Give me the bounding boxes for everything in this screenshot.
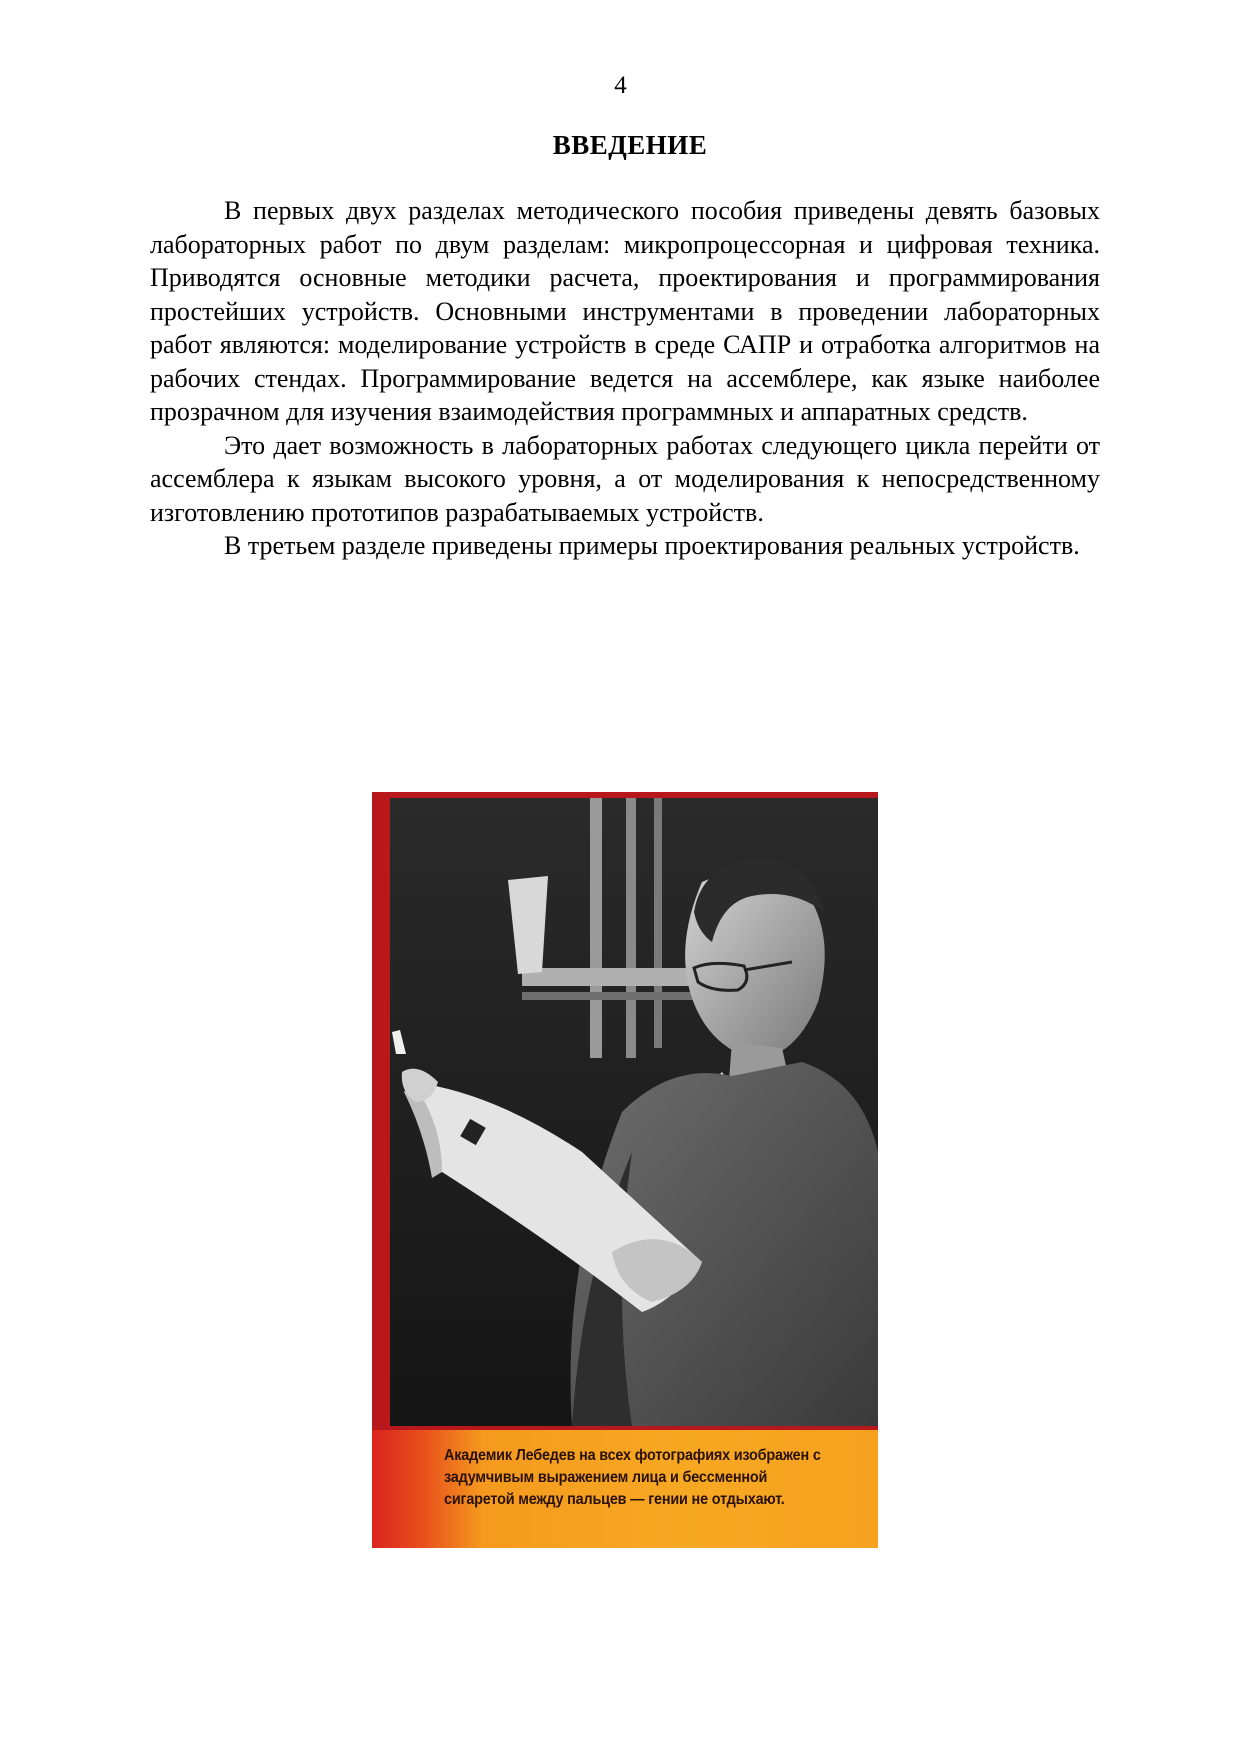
portrait-image: [372, 792, 878, 1432]
paragraph-1: В первых двух разделах методического пособия приведены девять базовых лабораторных работ по двум разделам: микропроцессорная и цифровая техника. Приводятся основные методики расчета, проектирования и программирования простейших устройств. Основными инструментами в проведении лабораторных работ являются: моделирование устройств в среде САПР и отработка алгоритмов на рабочих стендах. Программирование ведется на ассемблере, как языке наиболее прозрачном для изучения взаимодействия программных и аппаратных средств.: [150, 196, 1100, 426]
figure-caption: Академик Лебедев на всех фотографиях изображен с задумчивым выражением лица и бессменной сигаретой между пальцев — гении не отдыхают.: [444, 1447, 821, 1508]
page-number: 4: [614, 72, 627, 99]
paragraph-2: Это дает возможность в лабораторных работах следующего цикла перейти от ассемблера к языкам высокого уровня, а от моделирования к непосредственному изготовлению прототипов разрабатываемых устройств.: [150, 430, 1100, 527]
section-heading: ВВЕДЕНИЕ: [552, 130, 708, 160]
portrait-photo: [372, 792, 878, 1548]
paragraph-3: В третьем разделе приведены примеры проектирования реальных устройств.: [224, 531, 1080, 560]
intro-text: [150, 194, 1100, 563]
